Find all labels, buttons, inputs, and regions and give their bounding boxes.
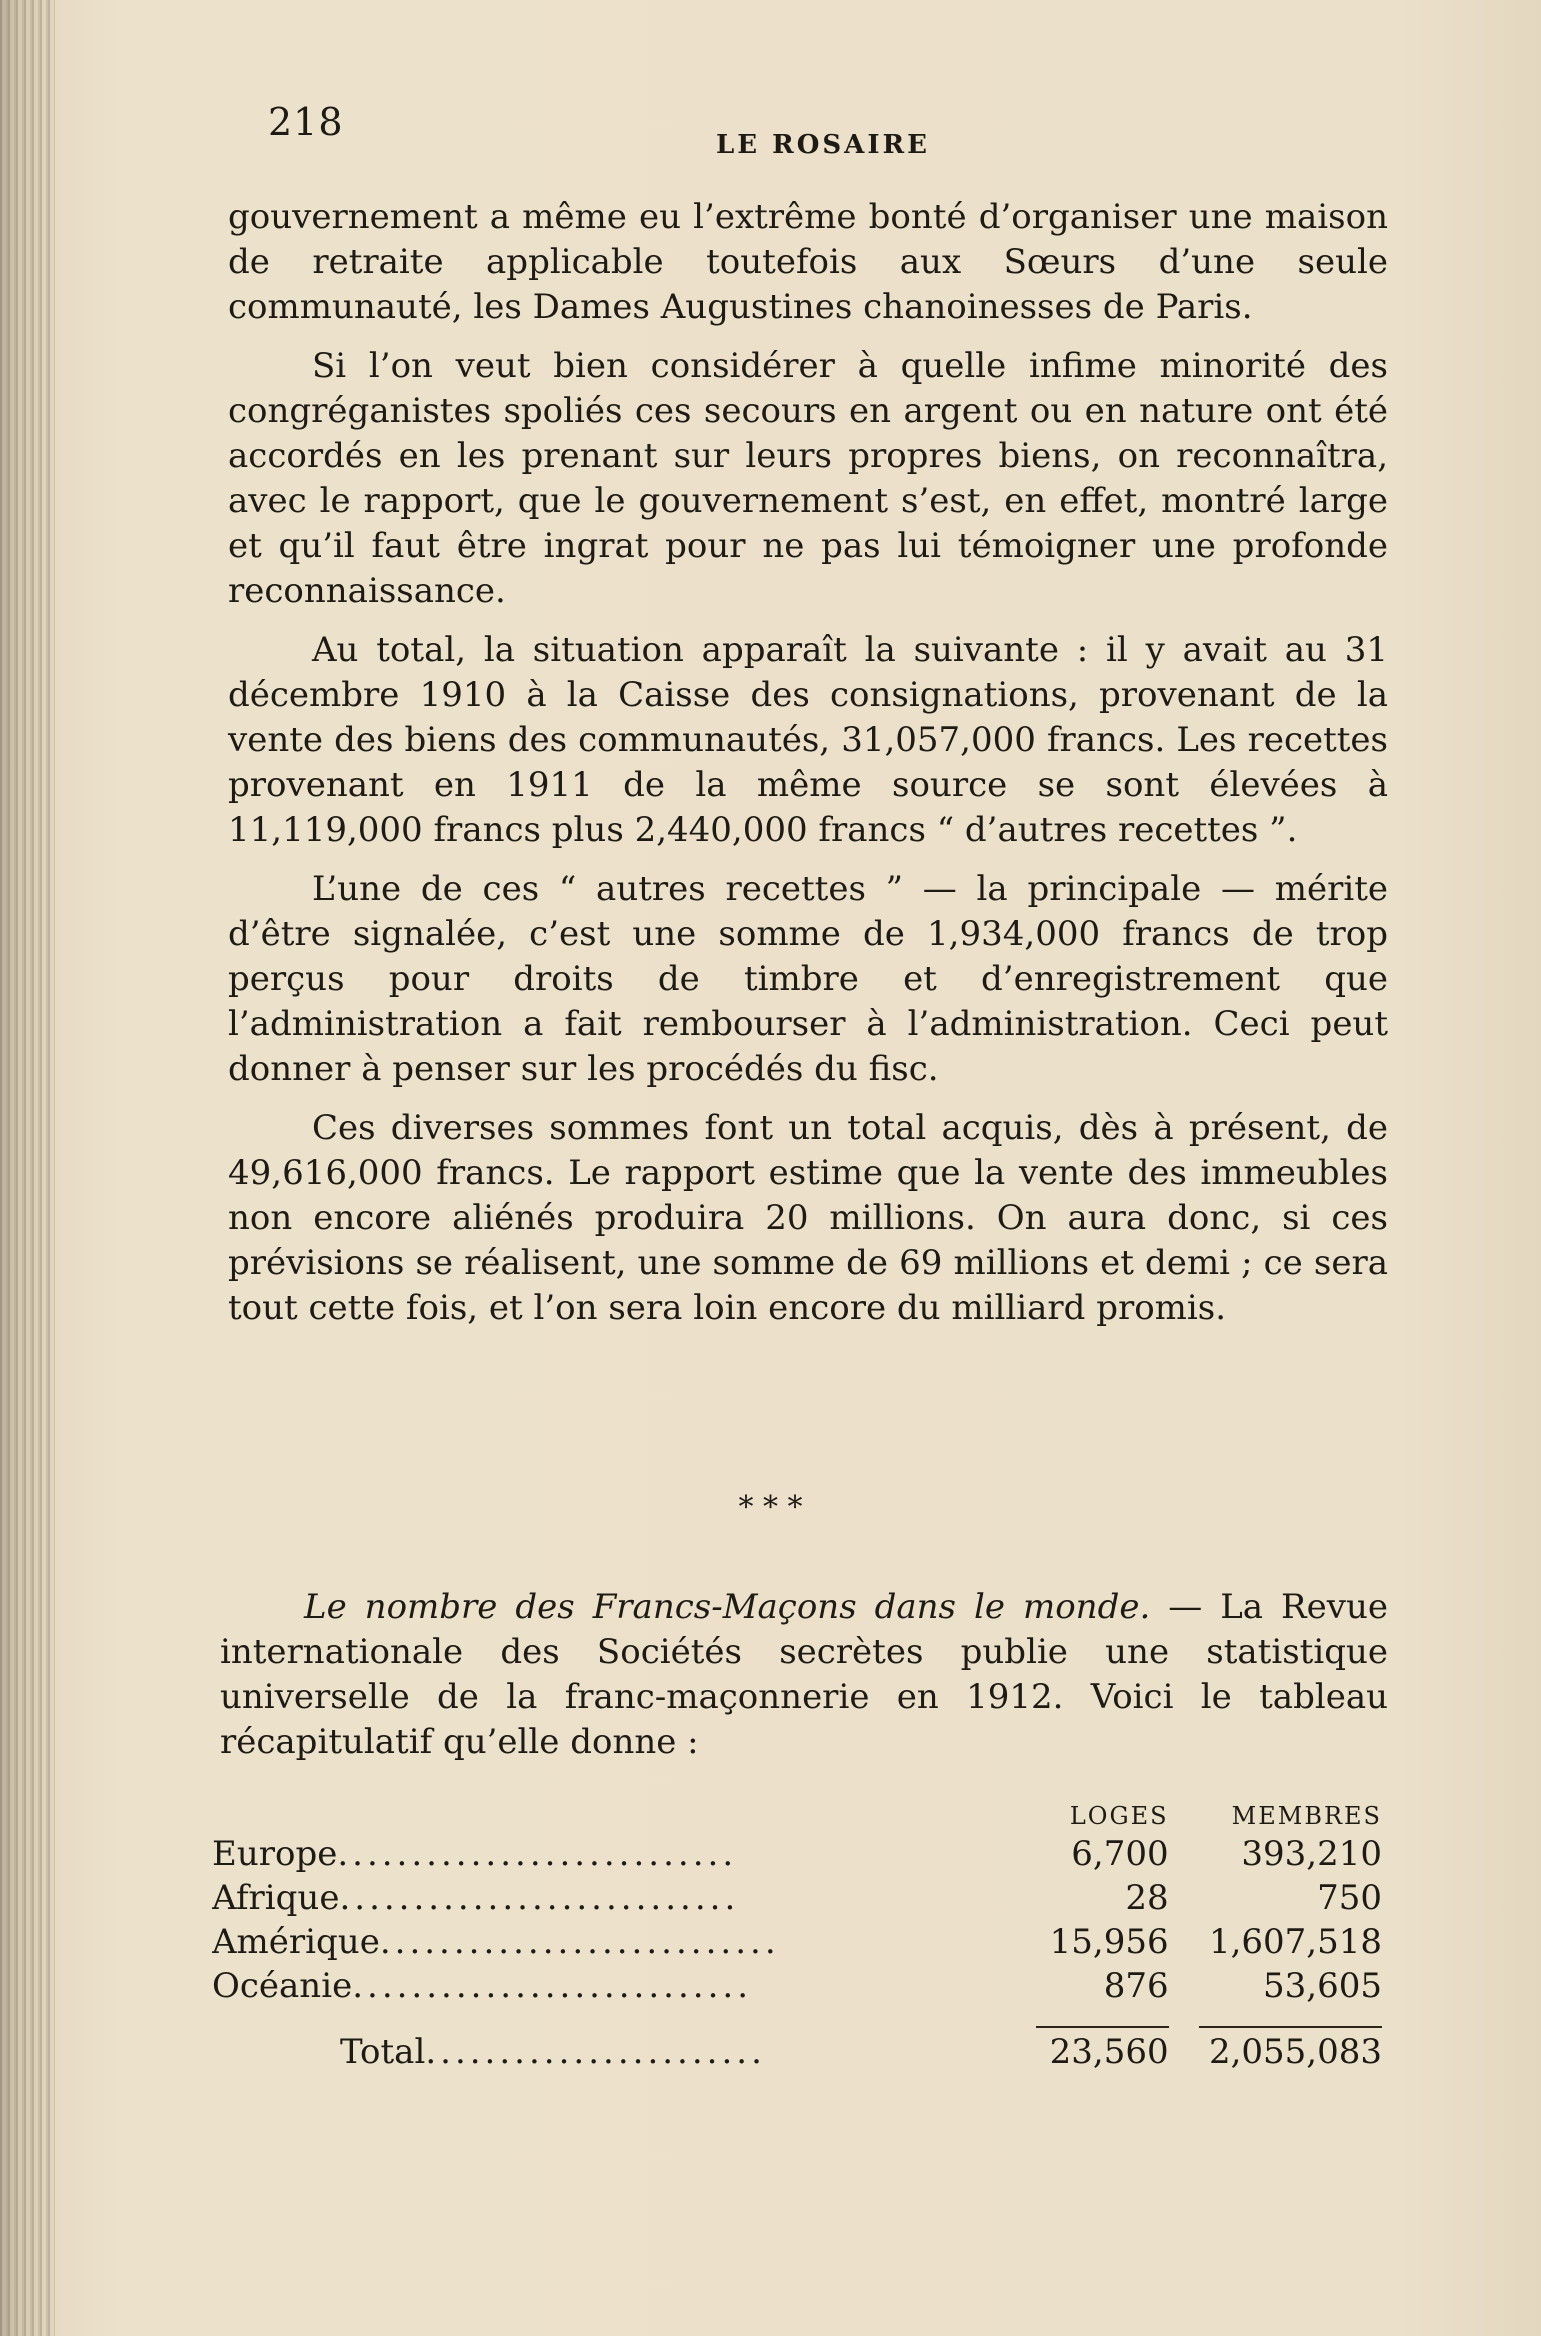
- section-separator: * * *: [738, 1490, 803, 1525]
- total-rule-row: [212, 2006, 1382, 2028]
- table-header-row: [212, 1790, 1382, 1830]
- paragraph: Au total, la situation apparaît la suivante : il y avait au 31 décembre 1910 à la Caisse des consignations, provenant de la vente des biens des communautés, 31,057,000 francs. Les recettes provenant en 1911 de la même source se sont élevées à 11,119,000 francs plus 2,440,000 francs “ d’autres recettes ”.: [228, 630, 1388, 850]
- page-header: [0, 100, 1541, 170]
- row-name: Océanie: [212, 1966, 353, 2006]
- row-membres: 53,605: [1263, 1966, 1382, 2006]
- row-membres: 393,210: [1241, 1834, 1382, 1874]
- row-name: Europe: [212, 1834, 338, 1874]
- table-row: [212, 1874, 1382, 1918]
- column-header-membres: MEMBRES: [1231, 1802, 1382, 1830]
- table-row: [212, 1962, 1382, 2006]
- leader-dots: .......................: [425, 2032, 766, 2072]
- row-name: Afrique: [212, 1878, 340, 1918]
- leader-dots: ...........................: [352, 1966, 753, 2006]
- total-label: Total: [340, 2032, 426, 2072]
- section-title: Le nombre des Francs-Maçons dans le monde.: [304, 1587, 1151, 1627]
- freemasons-section: [220, 1585, 1388, 1765]
- row-loges: 28: [1125, 1878, 1169, 1918]
- leader-dots: ...........................: [339, 1878, 740, 1918]
- section-paragraph: [220, 1585, 1388, 1765]
- paragraph: Si l’on veut bien considérer à quelle infime minorité des congréganistes spoliés ces secours en argent ou en nature ont été accordés en les prenant sur leurs propres biens, on reconnaîtra, avec le rapport, que le gouvernement s’est, en effet, montré large et qu’il faut être ingrat pour ne pas lui témoigner une profonde reconnaissance.: [228, 346, 1388, 611]
- table-row: [212, 1918, 1382, 1962]
- paragraph: Ces diverses sommes font un total acquis, dès à présent, de 49,616,000 francs. Le rapport estime que la vente des immeubles non encore aliénés produira 20 millions. On aura donc, si ces prévisions se réalisent, une somme de 69 millions et demi ; ce sera tout cette fois, et l’on sera loin encore du milliard promis.: [228, 1108, 1388, 1328]
- row-loges: 876: [1103, 1966, 1169, 2006]
- paragraph: gouvernement a même eu l’extrême bonté d’organiser une maison de retraite applicable toutefois aux Sœurs d’une seule communauté, les Dames Augustines chanoinesses de Paris.: [228, 197, 1388, 327]
- freemasonry-table: [212, 1790, 1382, 2072]
- leader-dots: ...........................: [379, 1922, 780, 1962]
- total-loges: 23,560: [1049, 2032, 1169, 2072]
- page-number: 218: [268, 100, 344, 144]
- row-name: Amérique: [212, 1922, 380, 1962]
- article-body: [228, 195, 1388, 1345]
- row-membres: 1,607,518: [1208, 1922, 1382, 1962]
- table-total-row: [212, 2028, 1382, 2072]
- paragraph: L’une de ces “ autres recettes ” — la principale — mérite d’être signalée, c’est une somme de 1,934,000 francs de trop perçus pour droits de timbre et d’enregistrement que l’administration a fait rembourser à l’administration. Ceci peut donner à penser sur les procédés du fisc.: [228, 869, 1388, 1089]
- total-membres: 2,055,083: [1208, 2032, 1382, 2072]
- table-row: [212, 1830, 1382, 1874]
- running-title: LE ROSAIRE: [716, 130, 930, 160]
- row-loges: 6,700: [1071, 1834, 1169, 1874]
- book-spine-shadow: [0, 0, 55, 2336]
- row-membres: 750: [1317, 1878, 1382, 1918]
- section-text: — La Revue internationale des Sociétés secrètes publie une statistique universelle de la franc-maçonnerie en 1912. Voici le tableau récapitulatif qu’elle donne :: [220, 1587, 1388, 1762]
- row-loges: 15,956: [1049, 1922, 1169, 1962]
- column-header-loges: LOGES: [1069, 1802, 1169, 1830]
- leader-dots: ...........................: [337, 1834, 738, 1874]
